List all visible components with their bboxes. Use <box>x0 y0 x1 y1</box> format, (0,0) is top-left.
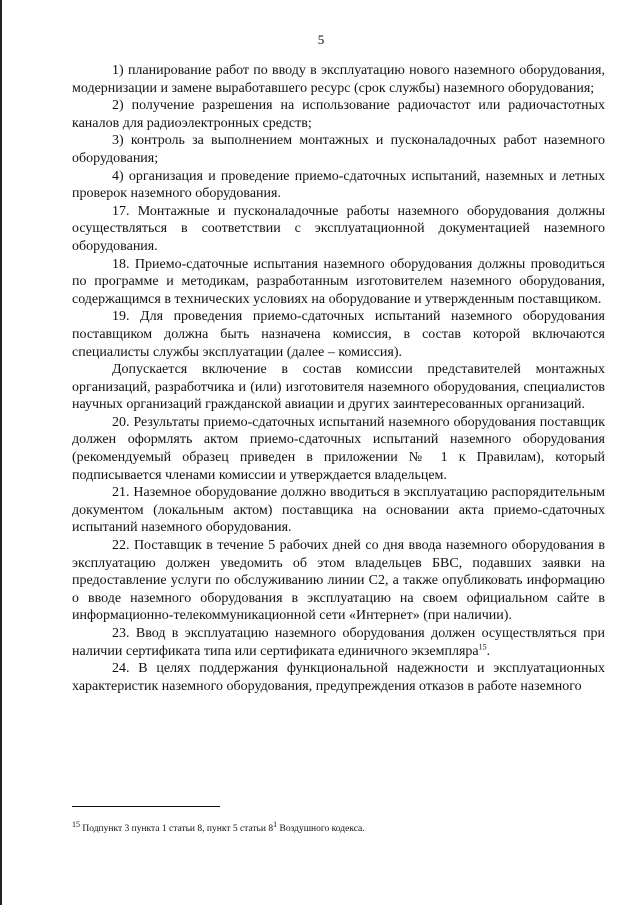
paragraph-23 <box>72 625 605 660</box>
paragraph: 1) планирование работ по вводу в эксплуатацию нового наземного оборудования, модернизации и замене выработавшего ресурс (срок службы) наземного оборудования; <box>72 63 605 96</box>
body-text <box>72 62 605 695</box>
paragraph: 22. Поставщик в течение 5 рабочих дней со дня ввода наземного оборудования в эксплуатацию должен уведомить об этом владельцев БВС, подавших заявки на предоставление услуги по обслуживанию линии С2, а также опубликовать информацию о вводе наземного оборудования в эксплуатацию на своем официальном сайте в информационно-телекоммуникационной сети «Интернет» (при наличии). <box>72 538 605 624</box>
footnote-mark: 15 <box>72 819 80 829</box>
paragraph: 21. Наземное оборудование должно вводиться в эксплуатацию распорядительным документом (локальным актом) поставщика на основании акта приемо-сдаточных испытаний наземного оборудования. <box>72 485 605 536</box>
paragraph: 19. Для проведения приемо-сдаточных испытаний наземного оборудования поставщиком должна быть назначена комиссия, в состав которой включаются специалисты службы эксплуатации (далее – комиссия). <box>72 309 605 360</box>
paragraph: Допускается включение в состав комиссии представителей монтажных организаций, разработчика и (или) изготовителя наземного оборудования, специалистов научных организаций гражданской авиации и других заинтересованных организаций. <box>72 362 605 413</box>
paragraph: 20. Результаты приемо-сдаточных испытаний наземного оборудования поставщик должен оформлять актом приемо-сдаточных испытаний наземного оборудования (рекомендуемый образец приведен в приложении № 1 к Правилам), который подписывается членами комиссии и утверждается владельцем. <box>72 414 605 483</box>
paragraph-23-end: . <box>486 643 491 659</box>
footnote-text-a: Подпункт 3 пункта 1 статьи 8, пункт 5 статьи 8 <box>80 824 274 834</box>
footnote-divider <box>72 806 220 807</box>
footnote-text-b: Воздушного кодекса. <box>277 824 365 834</box>
paragraph: 17. Монтажные и пусконаладочные работы наземного оборудования должны осуществляться в соответствии с эксплуатационной документацией наземного оборудования. <box>72 203 605 254</box>
paragraph: 3) контроль за выполнением монтажных и пусконаладочных работ наземного оборудования; <box>72 133 605 166</box>
paragraph: 2) получение разрешения на использование радиочастот или радиочастотных каналов для радиоэлектронных средств; <box>72 98 605 131</box>
page-number: 5 <box>317 32 325 47</box>
paragraph-24: 24. В целях поддержания функциональной надежности и эксплуатационных характеристик наземного оборудования, предупреждения отказов в работе наземного <box>72 661 605 694</box>
paragraph: 18. Приемо-сдаточные испытания наземного оборудования должны проводиться по программе и методикам, разработанным изготовителем наземного оборудования, содержащимся в технических условиях на оборудование и утвержденным поставщиком. <box>72 256 605 307</box>
footnote-superscript: 1 <box>273 819 278 829</box>
footnote <box>72 819 605 835</box>
paragraph-23-text: 23. Ввод в эксплуатацию наземного оборудования должен осуществляться при наличии сертификата типа или сертификата единичного экземпляра <box>72 626 605 659</box>
paragraph: 4) организация и проведение приемо-сдаточных испытаний, наземных и летных проверок наземного оборудования. <box>72 168 605 202</box>
footnote-reference: 15 <box>478 641 487 651</box>
